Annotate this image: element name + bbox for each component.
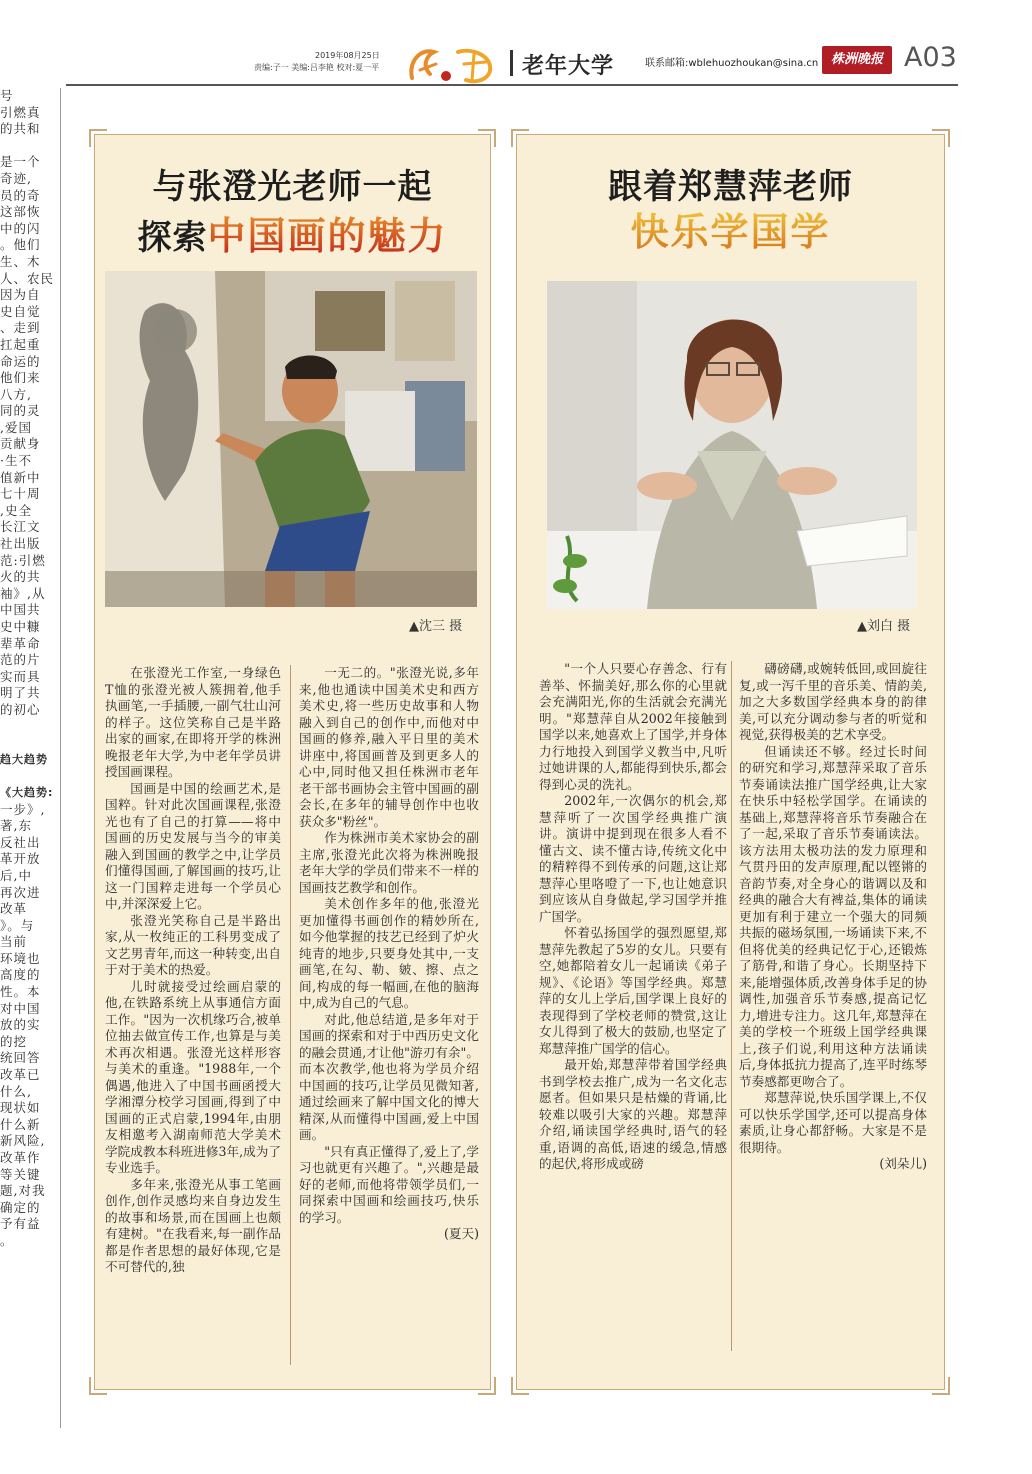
strip-text-line: 等关键 — [0, 1166, 41, 1182]
strip-text-line: 史中糠 — [0, 619, 41, 634]
header-rule — [66, 84, 958, 86]
article-paragraph: 儿时就接受过绘画启蒙的他,在铁路系统上从事通信方面工作。"因为一次机缘巧合,被单位抽去做宣传工作,也算是与美术再次相遇。张澄光这样形容与美术的重逢。"1988年,一个偶遇,他进入了中国书画函授大学湘潭分校学习国画,得到了中国画的正式启蒙,1994年,由朋友相邀考入湖南师范大学美术学院成教本科班进修3年,成为了专业选手。 — [105, 978, 281, 1175]
author-byline: (刘朵儿) — [879, 1156, 927, 1171]
article-paragraph: 在张澄光工作室,一身绿色T恤的张澄光被人簇拥着,他手执画笔,一手插腰,一副气壮山河的样子。这位笑称自己是半路出家的画家,在即将开学的株洲晚报老年大学,为中老年学员讲授国画课程。 — [105, 665, 281, 779]
strip-text-line: 改革作 — [0, 1150, 41, 1165]
strip-text-line: 员的奇 — [0, 187, 41, 203]
strip-text-line: 、走到 — [0, 320, 41, 336]
article-panel-guoxue — [516, 134, 945, 1390]
article-paragraph: 对此,他总结道,是多年对于国画的探索和对于中西历史文化的融会贯通,才让他"游刃有余"。而本次教学,他也将为学员介绍中国画的技巧,让学员见微知著,通过绘画来了解中国文化的博大精深,从而懂得中国画,爱上中国画。 — [299, 1011, 479, 1142]
strip-text-line: 一步》, — [0, 801, 46, 817]
corner-ornament — [932, 1377, 950, 1395]
article-paragraph: 但诵读还不够。经过长时间的研究和学习,郑慧萍采取了音乐节奏诵读法推广国学经典,让大家在快乐中轻松学国学。在诵读的基础上,郑慧萍将音乐节奏融合在了一起,采取了音乐节奏诵读法。该方法用太极功法的发力原理和气贯丹田的发声原理,配以铿锵的音韵节奏,对全身心的谐调以及和经典的融合大有裨益,集体的诵读更加有利于建立一个强大的同频共振的磁场氛围,一场诵读下来,不但将优美的经典记忆于心,还锻炼了筋骨,和谐了身心。长期坚持下来,能增强体质,改善身体手足的协调性,加强音乐节奏感,提高记忆力,增进专注力。这几年,郑慧萍在美的学校一个班级上国学经典课上,孩子们说,利用这种方法诵读后,身体抵抗力提高了,连平时练琴节奏感都更吻合了。 — [739, 743, 927, 1089]
strip-text-line: 中的闪 — [0, 220, 41, 236]
strip-text-line: 新风险, — [0, 1133, 46, 1149]
strip-text-line: 长江文 — [0, 519, 41, 535]
strip-text-line: 号 — [0, 88, 14, 103]
page-header — [0, 0, 1032, 96]
strip-text-line — [0, 768, 60, 785]
photo-credit: ▲刘白 摄 — [857, 619, 911, 634]
contact-email: 联系邮箱:wblehuozhoukan@sina.cn — [645, 58, 819, 69]
strip-text-line: 革开放 — [0, 851, 41, 867]
strip-text-line: 统回答 — [0, 1050, 41, 1066]
strip-text-line: 辈革命 — [0, 635, 41, 651]
strip-text-line: 趋大趋势 — [0, 752, 48, 766]
strip-text-line: 七十周 — [0, 486, 41, 502]
strip-text-line: 再次进 — [0, 884, 41, 900]
strip-text-line: 《大趋势: — [0, 785, 54, 799]
headline-accent: 快乐学国学 — [630, 210, 831, 254]
strip-text-line: 人、农民 — [0, 270, 55, 286]
headline-line1: 与张澄光老师一起 — [152, 167, 433, 207]
teacher-photo — [547, 281, 917, 609]
strip-text-line: 高度的 — [0, 967, 41, 983]
masthead-logo: 株洲晚报 — [822, 46, 892, 74]
strip-text-line: 著,东 — [0, 818, 32, 834]
article-paragraph: 作为株洲市美术家协会的副主席,张澄光此次将为株洲晚报老年大学的学员们带来不一样的国画技艺教学和创作。 — [299, 830, 479, 895]
lehuo-logo — [400, 40, 500, 90]
strip-text-line: ,史全 — [0, 502, 32, 518]
corner-ornament — [478, 129, 496, 147]
strip-text-line: 的初心 — [0, 701, 41, 717]
strip-text-line: 反社出 — [0, 834, 41, 850]
strip-text-line: 火的共 — [0, 569, 41, 585]
strip-text-line: 贡献身 — [0, 436, 41, 452]
strip-text-line: 生、木 — [0, 253, 41, 269]
strip-text-line — [0, 138, 60, 155]
strip-text-line: 什么, — [0, 1083, 32, 1099]
corner-ornament — [478, 1377, 496, 1395]
article-paragraph: 最开始,郑慧萍带着国学经典书到学校去推广,成为一名文化志愿者。但如果只是枯燥的背诵,比较难以吸引大家的兴趣。郑慧萍介绍,诵读国学经典时,语气的轻重,语调的高低,语速的缓急,情感的起伏,将形成或磅 — [539, 1057, 727, 1171]
strip-text-line: 予有益 — [0, 1216, 41, 1232]
article-paragraph: 多年来,张澄光从事工笔画创作,创作灵感均来自身边发生的故事和场景,而在国画上也颇有建树。"在我看来,每一副作品都是作者思想的最好体现,它是不可替代的,独 — [105, 1176, 281, 1274]
article-paragraph: 美术创作多年的他,张澄光更加懂得书画创作的精妙所在,如今他掌握的技艺已经到了炉火纯青的地步,只要身处其中,一支画笔,在勾、勒、皴、擦、点之间,构成的每一幅画,在他的脑海中,成为自己的气息。 — [299, 896, 479, 1010]
issue-date: 2019年08月25日 — [315, 51, 380, 60]
column-rule — [60, 88, 61, 1428]
strip-text-line: 放的实 — [0, 1017, 41, 1033]
headline-accent: 中国画的魅力 — [207, 214, 448, 258]
strip-text-line: 八方, — [0, 386, 32, 402]
strip-text-line: 当前 — [0, 934, 28, 950]
strip-text-line: 。他们 — [0, 237, 41, 253]
strip-text-line: 史自觉 — [0, 303, 41, 319]
strip-text-line: 什么新 — [0, 1116, 41, 1132]
strip-text-line: 扛起重 — [0, 336, 41, 352]
strip-text-line: ,爱国 — [0, 419, 32, 435]
author-byline: (夏天) — [443, 1226, 479, 1241]
painter-photo — [105, 271, 477, 607]
article-column — [739, 661, 927, 1173]
strip-text-line: 确定的 — [0, 1199, 41, 1215]
strip-text-line: 范的片 — [0, 652, 41, 668]
strip-text-line: 是一个 — [0, 154, 41, 170]
strip-text-line: 》。与 — [0, 917, 35, 933]
strip-text-line: 同的灵 — [0, 403, 41, 419]
strip-text-line: 范:引燃 — [0, 552, 46, 568]
strip-text-line: 社出版 — [0, 536, 41, 552]
article-paragraph: 2002年,一次偶尔的机会,郑慧萍听了一次国学经典推广演讲。演讲中提到现在很多人看不懂古文、读不懂古诗,传统文化中的精粹得不到传承的问题,这让郑慧萍心里咯噔了一下,也让她意识到应该从自身做起,学习国学并推广国学。 — [539, 793, 727, 924]
strip-text-line: 袖》,从 — [0, 585, 46, 601]
corner-ornament — [511, 1377, 529, 1395]
article-paragraph: 礴磅礴,或婉转低回,或回旋往复,或一泻千里的音乐美、情韵美,加之大多数国学经典本身的韵律美,可以充分调动参与者的听觉和视觉,获得极美的艺术享受。 — [739, 661, 927, 742]
strip-text-line — [0, 735, 60, 752]
strip-text-line: 。 — [0, 1232, 14, 1248]
strip-text-line: 明了共 — [0, 685, 41, 701]
photo-credit: ▲沈三 摄 — [409, 619, 463, 634]
column-divider — [290, 665, 291, 1365]
strip-text-line: 对中国 — [0, 1000, 41, 1016]
strip-text-line: 的挖 — [0, 1033, 28, 1049]
strip-text-line: 中国共 — [0, 602, 41, 618]
column-divider — [731, 661, 732, 1351]
strip-text-line: ·生不 — [0, 453, 32, 469]
corner-ornament — [89, 1377, 107, 1395]
page-number: A03 — [904, 42, 957, 73]
headline-line2 — [517, 201, 944, 256]
article-column — [105, 665, 281, 1276]
article-column — [539, 661, 727, 1173]
strip-text-line: 实而具 — [0, 668, 41, 684]
editor-credits: 责编:子一 美编:吕李艳 校对:夏一平 — [254, 63, 380, 72]
strip-text-line: 命运的 — [0, 353, 41, 369]
strip-text-line: 改革 — [0, 901, 28, 917]
previous-article-strip — [0, 88, 60, 1428]
article-paragraph: 郑慧萍说,快乐国学课上,不仅可以快乐学国学,还可以提高身体素质,让身心都舒畅。大家是不是很期待。 — [739, 1090, 927, 1155]
corner-ornament — [89, 129, 107, 147]
article-column — [299, 665, 479, 1243]
article-paragraph: "只有真正懂得了,爱上了,学习也就更有兴趣了。",兴趣是最好的老师,而他将带领学员们,一同探索中国画和绘画技巧,快乐的学习。 — [299, 1143, 479, 1225]
strip-text-line: 这部恢 — [0, 204, 41, 220]
article-paragraph: 国画是中国的绘画艺术,是国粹。针对此次国画课程,张澄光也有了自己的打算——将中国画的历史发展与当今的审美融入到国画的教学之中,让学员们懂得国画,了解国画的技巧,让这一门国粹走进每一个学员心中,并深深爱上它。 — [105, 780, 281, 911]
strip-text-line: 性。本 — [0, 984, 41, 1000]
article-paragraph: 怀着弘扬国学的强烈愿望,郑慧萍先教起了5岁的女儿。只要有空,她都陪着女儿一起诵读《弟子规》、《论语》等国学经典。郑慧萍的女儿上学后,国学课上良好的表现得到了学校老师的赞赏,这让女儿得到了极大的鼓励,也坚定了郑慧萍推广国学的信心。 — [539, 925, 727, 1056]
headline-line1: 跟着郑慧萍老师 — [608, 167, 853, 207]
strip-text-line: 的共和 — [0, 121, 41, 137]
strip-text-line: 引燃真 — [0, 104, 41, 120]
strip-text-line: 值新中 — [0, 469, 41, 485]
corner-ornament — [511, 129, 529, 147]
strip-text-line: 现状如 — [0, 1100, 41, 1116]
strip-text-line — [0, 719, 60, 736]
section-title: 老年大学 — [522, 54, 615, 79]
headline-line2 — [95, 205, 490, 260]
article-paragraph: "一个人只要心存善念、行有善举、怀揣美好,那么你的心里就会充满阳光,你的生活就会充满光明。"郑慧萍自从2002年接触到国学以来,她喜欢上了国学,并身体力行地投入到国学义教当中,凡听过她讲课的人,都能得到快乐,都会得到心灵的洗礼。 — [539, 661, 727, 792]
article-paragraph: 张澄光笑称自己是半路出家,从一枚纯正的工科男变成了文艺男青年,而这一种转变,出自于对于美术的热爱。 — [105, 912, 281, 977]
corner-ornament — [932, 129, 950, 147]
strip-text-line: 奇迹, — [0, 170, 32, 186]
article-paragraph: 一无二的。"张澄光说,多年来,他也通读中国美术史和西方美术史,将一些历史故事和人物融入到自己的创作中,而他对中国画的修养,融入平日里的美术讲座中,将国画普及到更多人的心中,同时他又担任株洲市老年老干部书画协会主管中国画的副会长,在多年的辅导创作中也收获众多"粉丝"。 — [299, 665, 479, 829]
strip-text-line: 他们来 — [0, 370, 41, 386]
strip-text-line: 改革已 — [0, 1067, 41, 1083]
strip-text-line: 因为自 — [0, 287, 41, 303]
strip-text-line: 环境也 — [0, 950, 41, 966]
strip-text-line: 题,对我 — [0, 1183, 46, 1199]
article-panel-painting — [94, 134, 491, 1390]
strip-text-line: 后,中 — [0, 867, 32, 883]
headline-plain: 探索 — [137, 218, 208, 258]
section-divider — [510, 50, 513, 76]
